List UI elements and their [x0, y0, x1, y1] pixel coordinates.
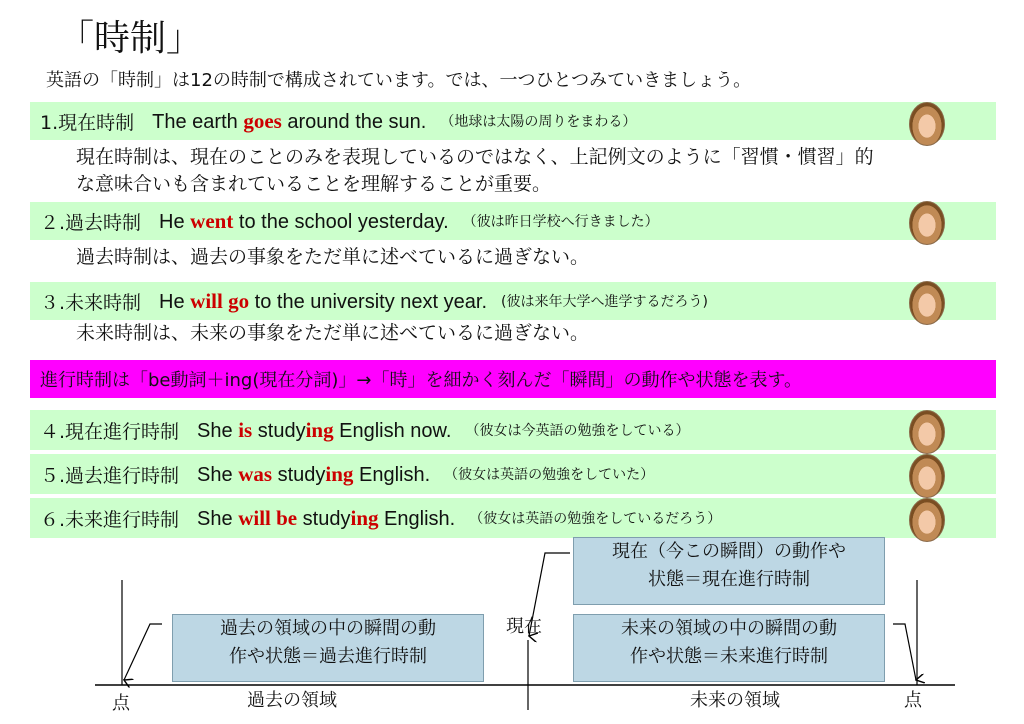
tense-label: ２.過去時制 [40, 211, 142, 234]
tense-row-present-progressive [30, 410, 996, 450]
page-title: 「時制」 [58, 18, 203, 59]
future-region-label: 未来の領域 [690, 690, 780, 711]
example-sentence: He will go to the university next year. [159, 288, 487, 313]
translation: （彼は昨日学校へ行きました） [462, 214, 659, 230]
translation: （彼女は英語の勉強をしていた） [444, 467, 655, 483]
example-sentence: He went to the school yesterday. [159, 208, 449, 233]
note-past: 過去時制は、過去の事象をただ単に述べているに過ぎない。 [76, 246, 590, 268]
avatar-image [909, 201, 945, 245]
point-label-right: 点 [904, 690, 922, 711]
present-progressive-box: 現在（今この瞬間）の動作や 状態＝現在進行時制 [573, 537, 885, 605]
translation: （地球は太陽の周りをまわる） [440, 114, 637, 130]
past-arrow [124, 624, 162, 680]
future-progressive-box: 未来の領域の中の瞬間の動 作や状態＝未来進行時制 [573, 614, 885, 682]
avatar-image [909, 410, 945, 454]
translation: (彼は来年大学へ進学するだろう) [501, 294, 708, 310]
tense-row-past-progressive [30, 454, 996, 494]
tense-label: ４.現在進行時制 [40, 420, 180, 443]
avatar-image [909, 281, 945, 325]
example-sentence: She was studying English. [197, 461, 431, 486]
past-region-label: 過去の領域 [247, 690, 337, 711]
note-present: 現在時制は、現在のことのみを表現しているのではなく、上記例文のように「習慣・慣習」的 な意味合いも含まれていることを理解することが重要。 [76, 146, 874, 195]
tense-row-future-progressive [30, 498, 996, 538]
intro-text: 英語の「時制」は12の時制で構成されています。では、一つひとつみていきましょう。 [46, 70, 752, 91]
future-arrow [893, 624, 916, 680]
note-future: 未来時制は、未来の事象をただ単に述べているに過ぎない。 [76, 322, 590, 344]
avatar-image [909, 454, 945, 498]
point-label-left: 点 [112, 693, 130, 714]
translation: （彼女は今英語の勉強をしている） [465, 423, 690, 439]
tense-row-present [30, 102, 996, 140]
tense-label: ３.未来時制 [40, 291, 142, 314]
tense-label: ６.未来進行時制 [40, 508, 180, 531]
past-progressive-box: 過去の領域の中の瞬間の動 作や状態＝過去進行時制 [172, 614, 484, 682]
example-sentence: The earth goes around the sun. [152, 108, 427, 133]
avatar-image [909, 102, 945, 146]
now-label: 現在 [506, 616, 542, 637]
tense-row-past [30, 202, 996, 240]
tense-label: ５.過去進行時制 [40, 464, 180, 487]
avatar-image [909, 498, 945, 542]
tense-row-future [30, 282, 996, 320]
tense-label: 1.現在時制 [40, 111, 135, 134]
example-sentence: She will be studying English. [197, 505, 456, 530]
example-sentence: She is studying English now. [197, 417, 452, 442]
progressive-banner: 進行時制は「be動詞＋ing(現在分詞)」→「時」を細かく刻んだ「瞬間」の動作や状態を表す。 [30, 360, 996, 398]
translation: （彼女は英語の勉強をしているだろう） [469, 511, 722, 527]
